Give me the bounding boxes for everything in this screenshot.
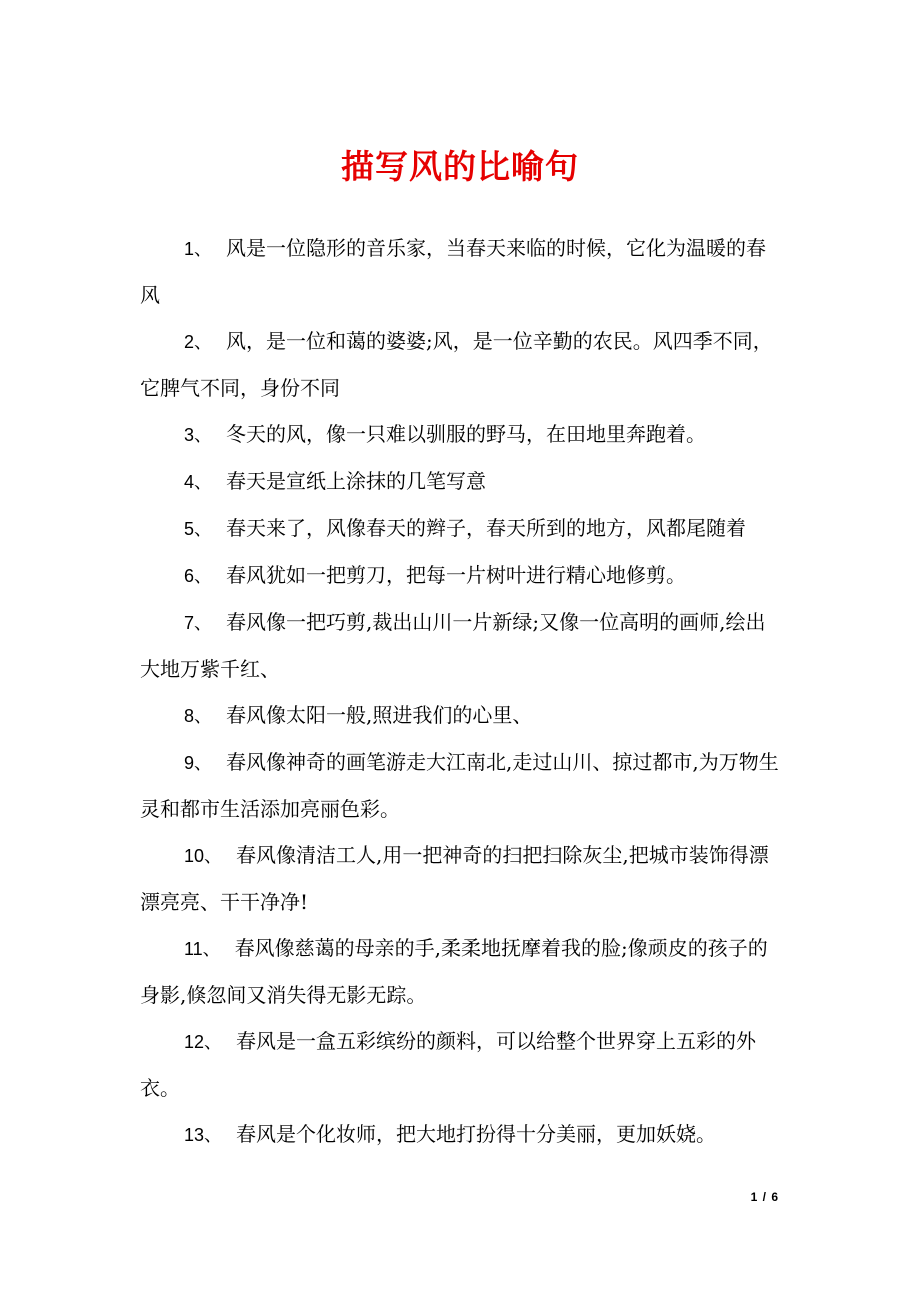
- list-item: [140, 692, 782, 739]
- item-number: 6、: [184, 566, 213, 586]
- item-text: 风是一位隐形的音乐家，当春天来临的时候，它化为温暖的春风: [140, 236, 767, 307]
- list-item: [140, 411, 782, 458]
- item-text: 冬天的风，像一只难以驯服的野马，在田地里奔跑着。: [226, 422, 707, 446]
- document-title: 描写风的比喻句: [341, 147, 579, 186]
- list-item: [140, 832, 782, 925]
- page-number: 1 / 6: [750, 1190, 779, 1204]
- list-item: [140, 225, 782, 318]
- list-item: [140, 458, 782, 505]
- item-number: 9、: [184, 753, 213, 773]
- list-item: [140, 739, 782, 832]
- item-number: 8、: [184, 706, 213, 726]
- item-text: 春风像神奇的画笔游走大江南北,走过山川、掠过都市,为万物生灵和都市生活添加亮丽色彩。: [140, 750, 779, 821]
- item-text: 春风像慈蔼的母亲的手,柔柔地抚摩着我的脸;像顽皮的孩子的身影,倏忽间又消失得无影无踪。: [140, 936, 768, 1007]
- document-body: [140, 225, 782, 1158]
- list-item: [140, 505, 782, 552]
- list-item: [140, 1111, 782, 1158]
- list-item: [140, 1018, 782, 1111]
- item-text: 春风像清洁工人,用一把神奇的扫把扫除灰尘,把城市装饰得漂漂亮亮、干干净净!: [140, 843, 769, 914]
- item-text: 春风是个化妆师，把大地打扮得十分美丽，更加妖娆。: [236, 1122, 717, 1146]
- list-item: [140, 599, 782, 692]
- item-number: 13、: [184, 1125, 223, 1145]
- item-text: 春天来了，风像春天的辫子，春天所到的地方，风都尾随着: [226, 516, 747, 540]
- list-item: [140, 552, 782, 599]
- item-number: 11、: [184, 939, 221, 959]
- item-text: 春风犹如一把剪刀，把每一片树叶进行精心地修剪。: [226, 563, 687, 587]
- item-text: 风，是一位和蔼的婆婆;风，是一位辛勤的农民。风四季不同，它脾气不同，身份不同: [140, 329, 773, 400]
- item-number: 3、: [184, 425, 213, 445]
- item-text: 春风是一盒五彩缤纷的颜料，可以给整个世界穿上五彩的外衣。: [140, 1029, 757, 1100]
- item-number: 1、: [184, 239, 213, 259]
- list-item: [140, 925, 782, 1018]
- item-number: 12、: [184, 1032, 223, 1052]
- item-number: 10、: [184, 846, 223, 866]
- list-item: [140, 318, 782, 411]
- item-number: 4、: [184, 472, 213, 492]
- item-number: 5、: [184, 519, 213, 539]
- item-number: 7、: [184, 613, 213, 633]
- item-text: 春风像太阳一般,照进我们的心里、: [226, 703, 533, 727]
- item-number: 2、: [184, 332, 213, 352]
- item-text: 春风像一把巧剪,裁出山川一片新绿;又像一位高明的画师,绘出大地万紫千红、: [140, 610, 766, 681]
- item-text: 春天是宣纸上涂抹的几笔写意: [226, 469, 487, 493]
